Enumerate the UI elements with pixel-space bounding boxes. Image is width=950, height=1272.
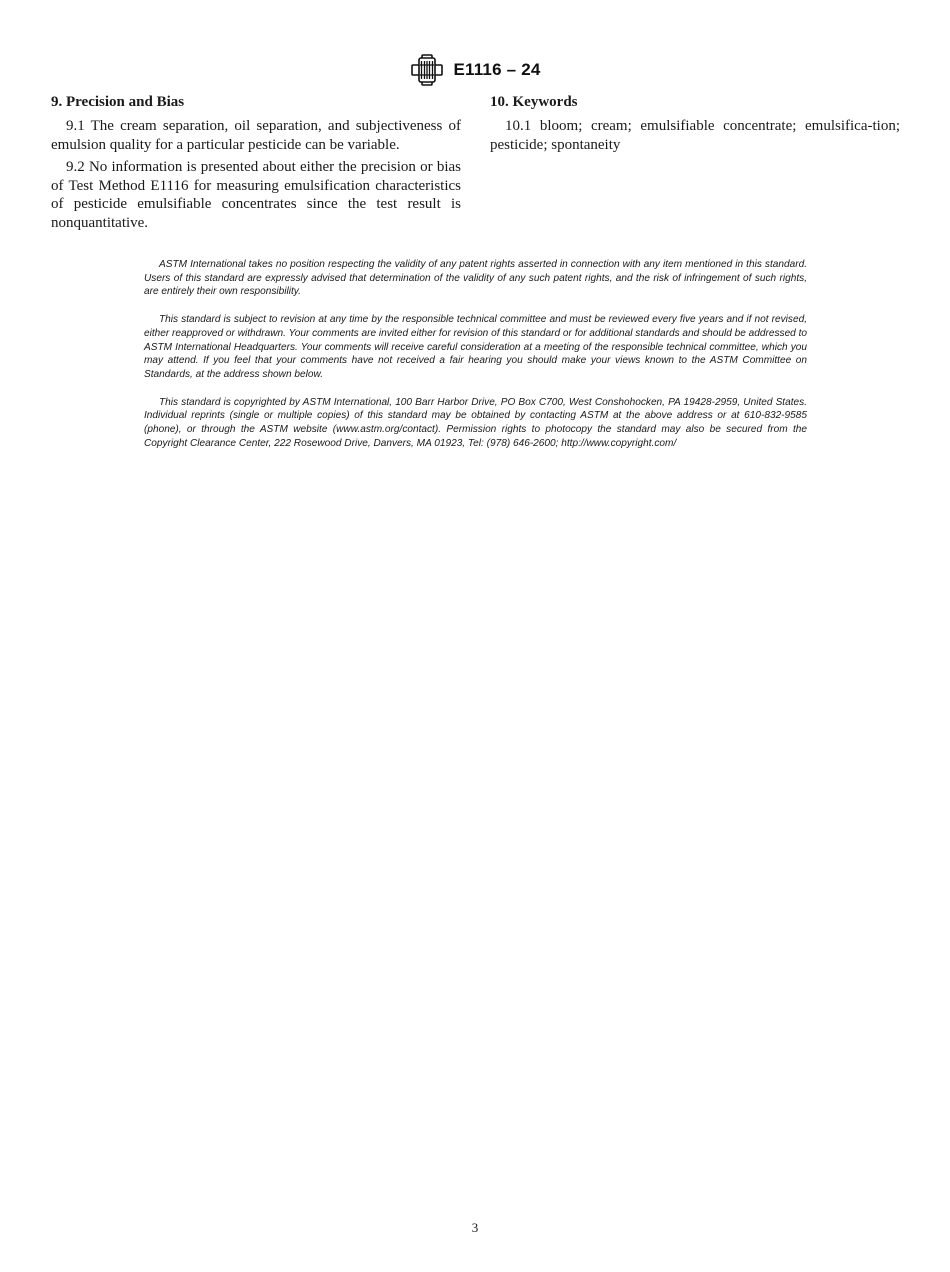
paragraph-9-1: 9.1 The cream separation, oil separation, and subjectiveness of emulsion quality for a particular pesticide can be variable. [51,118,461,153]
patent-notice: ASTM International takes no position respecting the validity of any patent rights asserted in connection with any item mentioned in this standard. Users of this standard are expressly advised that determination of the validity of any such patent rights, and the risk of infringement of such rights, are entirely their own responsibility. [144,259,807,298]
legal-notices [144,258,807,464]
page-header [0,52,950,88]
page-number: 3 [471,1220,479,1235]
right-column [490,93,900,158]
section-heading-precision-bias: 9. Precision and Bias [51,94,185,110]
copyright-notice: This standard is copyrighted by ASTM International, 100 Barr Harbor Drive, PO Box C700, West Conshohocken, PA 19428-2959, United States. Individual reprints (single or multiple copies) of this standard may be obtained by contacting ASTM at the above address or at 610-832-9585 (phone), or through the ASTM website (www.astm.org/contact). Permission rights to photocopy the standard may also be secured from the Copyright Clearance Center, 222 Rosewood Drive, Danvers, MA 01923, Tel: (978) 646-2600; http://www.copyright.com/ [144,396,807,449]
paragraph-9-2: 9.2 No information is presented about either the precision or bias of Test Method E1116 for measuring emulsification characteristics of pesticide emulsifiable concentrates since the test result is nonquantitative. [51,159,461,231]
paragraph-10-1: 10.1 bloom; cream; emulsifiable concentrate; emulsifica-tion; pesticide; spontaneity [490,118,900,153]
standard-designation: E1116 – 24 [453,60,541,79]
revision-notice: This standard is subject to revision at any time by the responsible technical committee and must be reviewed every five years and if not revised, either reapproved or withdrawn. Your comments are invited either for revision of this standard or for additional standards and should be addressed to ASTM International Headquarters. Your comments will receive careful consideration at a meeting of the responsible technical committee, which you may attend. If you feel that your comments have not received a fair hearing you should make your views known to the ASTM Committee on Standards, at the address shown below. [144,314,808,380]
section-heading-keywords: 10. Keywords [490,94,578,110]
left-column [51,93,461,237]
astm-logo-icon [409,52,445,88]
